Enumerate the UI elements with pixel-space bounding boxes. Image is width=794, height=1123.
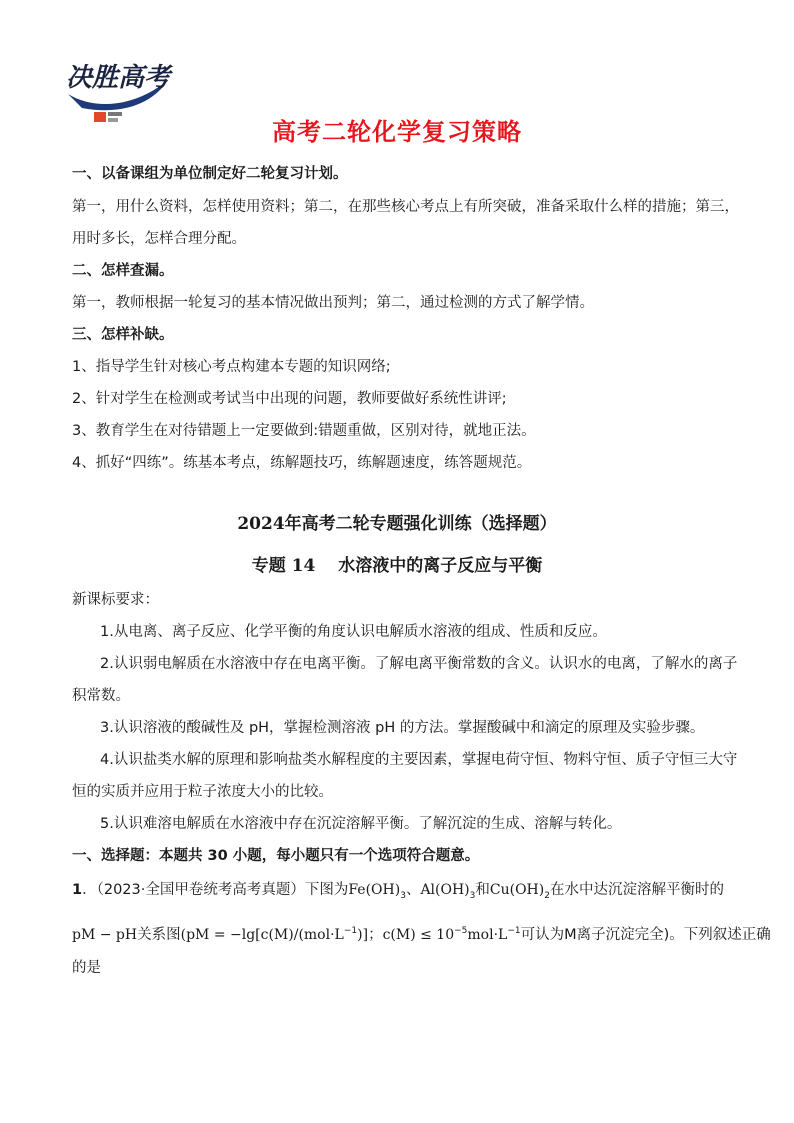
main-title: 高考二轮化学复习策略 — [272, 118, 522, 146]
relation-label: 关系图 — [137, 926, 181, 943]
strategy-heading-2: 二、怎样查漏。 — [72, 263, 174, 279]
pm-formula-end: )] — [357, 926, 369, 943]
strategy-heading-1: 一、以备课组为单位制定好二轮复习计划。 — [72, 166, 348, 182]
compound-cuoh-sub: 2 — [544, 890, 550, 901]
compound-aloh: Al(OH) — [420, 882, 470, 898]
pm-formula-sup: −1 — [343, 926, 358, 936]
question-text-1: 在水中达沉淀溶解平衡时的 — [549, 882, 724, 898]
requirement-2a: 2.认识弱电解质在水溶液中存在电离平衡。了解电离平衡常数的含义。认识水的电离，了解水的离子 — [100, 656, 738, 672]
strategy-item-1: 1、指导学生针对核心考点构建本专题的知识网络; — [72, 359, 391, 375]
requirement-5: 5.认识难溶电解质在水溶液中存在沉淀溶解平衡。了解沉淀的生成、溶解与转化。 — [100, 816, 622, 832]
requirement-4b: 恒的实质并应用于粒子浓度大小的比较。 — [72, 784, 333, 800]
requirement-3: 3.认识溶液的酸碱性及 pH，掌握检测溶液 pH 的方法。掌握酸碱中和滴定的原理及实验步骤。 — [100, 720, 705, 736]
compound-feoh-sub: 3 — [400, 890, 406, 901]
question-1-line-3: 的是 — [72, 960, 101, 976]
semicolon: ； — [368, 926, 383, 943]
question-number: 1 — [72, 882, 83, 898]
sep-1: 、 — [405, 882, 421, 898]
requirement-1: 1.从电离、离子反应、化学平衡的角度认识电解质水溶液的组成、性质和反应。 — [100, 624, 607, 640]
sep-2: 和 — [475, 882, 490, 898]
strategy-text-1a: 第一，用什么资料，怎样使用资料；第二，在那些核心考点上有所突破，准备采取什么样的措施；第三， — [72, 199, 739, 215]
compound-cuoh: Cu(OH) — [489, 882, 545, 898]
part-heading: 一、选择题：本题共 30 小题，每小题只有一个选项符合题意。 — [72, 848, 480, 864]
strategy-text-1b: 用时多长，怎样合理分配。 — [72, 231, 246, 247]
section-title: 2024年高考二轮专题强化训练（选择题） — [237, 514, 557, 534]
condition-sup-1: −5 — [454, 926, 468, 936]
requirement-4a: 4.认识盐类水解的原理和影响盐类水解程度的主要因素，掌握电荷守恒、物料守恒、质子守恒三大守 — [100, 752, 738, 768]
question-1-line-1 — [72, 880, 724, 906]
strategy-item-4: 4、抓好“四练”。练基本考点，练解题技巧，练解题速度，练答题规范。 — [72, 455, 532, 471]
strategy-item-2: 2、针对学生在检测或考试当中出现的问题，教师要做好系统性讲评; — [72, 391, 507, 407]
logo-text: 决胜高考 — [66, 63, 171, 93]
question-source: ．（2023·全国甲卷统考高考真题）下图为 — [82, 882, 349, 898]
topic-title: 专题 14 水溶液中的离子反应与平衡 — [251, 556, 543, 576]
requirements-heading: 新课标要求： — [72, 592, 159, 608]
requirement-2b: 积常数。 — [72, 688, 130, 704]
compound-feoh: Fe(OH) — [348, 882, 401, 898]
condition-a: c(M) ≤ 10 — [382, 926, 455, 943]
compound-aloh-sub: 3 — [469, 890, 476, 901]
condition-sup-2: −1 — [507, 926, 521, 936]
pm-ph: pM − pH — [72, 926, 138, 943]
strategy-heading-3: 三、怎样补缺。 — [72, 327, 174, 343]
condition-unit: mol·L — [467, 926, 508, 943]
condition-text: 可认为M离子沉淀完全)。下列叙述正确 — [520, 926, 771, 943]
pm-formula: (pM = −lg[c(M)/(mol·L — [180, 926, 344, 943]
strategy-text-2: 第一，教师根据一轮复习的基本情况做出预判；第二，通过检测的方式了解学情。 — [72, 295, 594, 311]
strategy-item-3: 3、教育学生在对待错题上一定要做到:错题重做，区别对待，就地正法。 — [72, 423, 536, 439]
question-1-line-2 — [72, 921, 771, 945]
